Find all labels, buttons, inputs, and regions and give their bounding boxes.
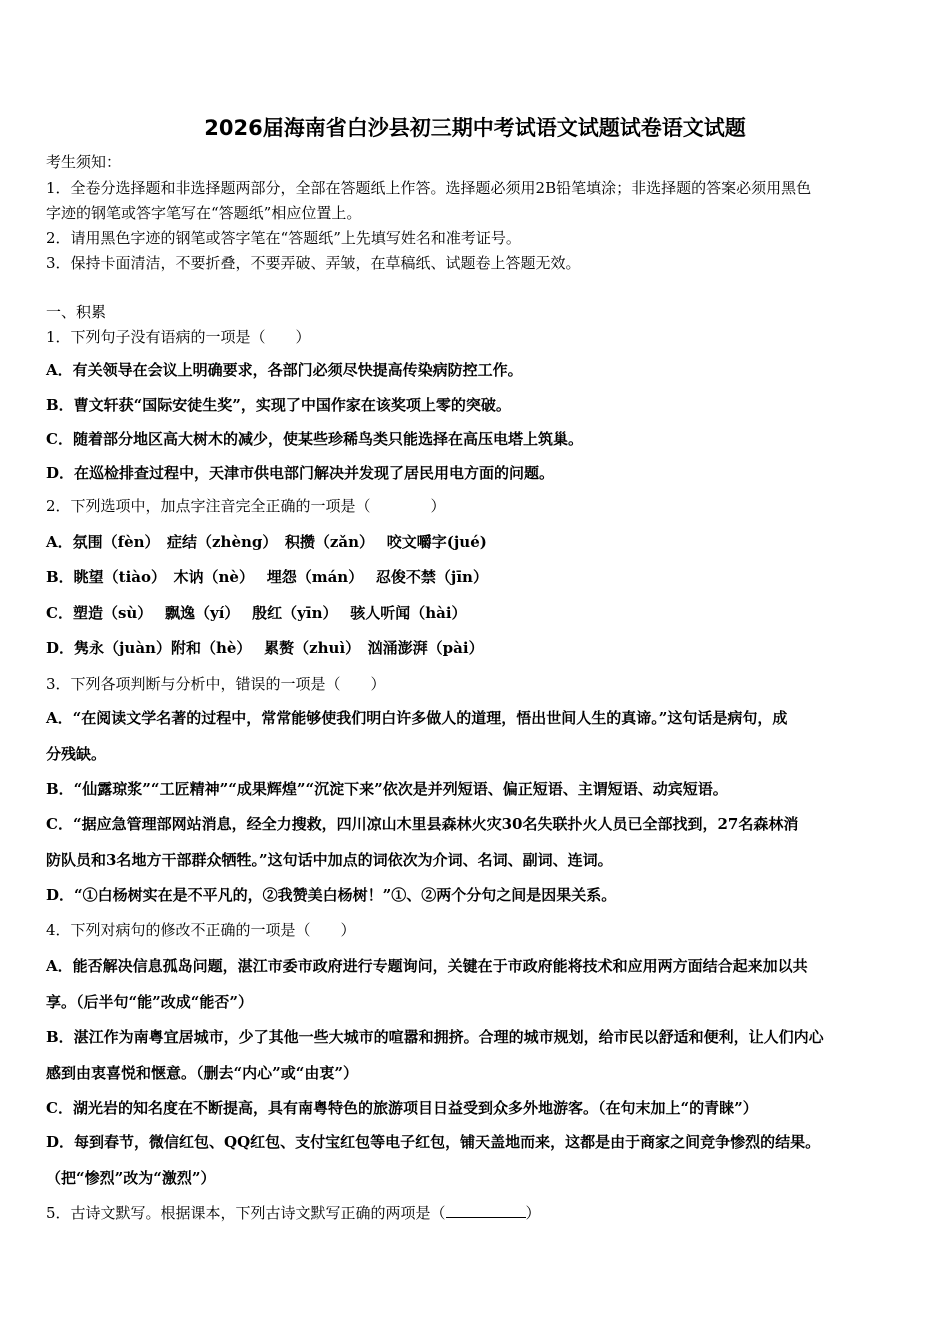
notice-item: 1．全卷分选择题和非选择题两部分，全部在答题纸上作答。选择题必须用2B铅笔填涂；非选择题的答案必须用黑色: [46, 179, 812, 197]
question-option: B．“仙露琼浆”“工匠精神”“成果辉煌”“沉淀下来”依次是并列短语、偏正短语、主谓短语、动宾短语。: [46, 780, 728, 798]
question-option-continued: 享。（后半句“能”改成“能否”）: [46, 993, 254, 1011]
question-option-continued: 分残缺。: [46, 745, 107, 763]
question-option: B．曹文轩获“国际安徒生奖”，实现了中国作家在该奖项上零的突破。: [46, 396, 511, 414]
notice-item: 字迹的钢笔或答字笔写在“答题纸”相应位置上。: [46, 204, 362, 222]
question-option: C．塑造（sù） 飘逸（yí） 殷红（yīn） 骇人听闻（hài）: [46, 604, 467, 622]
notice-item: 3．保持卡面清洁，不要折叠，不要弄破、弄皱，在草稿纸、试题卷上答题无效。: [46, 254, 581, 272]
question-option: C．“据应急管理部网站消息，经全力搜救，四川凉山木里县森林火灾30名失联扑火人员已全部找到，27名森林消: [46, 815, 799, 833]
question-stem-end: ）: [525, 1204, 541, 1222]
question-option: B．眺望（tiào） 木讷（nè） 埋怨（mán） 忍俊不禁（jīn）: [46, 568, 488, 586]
question-option: A．有关领导在会议上明确要求，各部门必须尽快提高传染病防控工作。: [46, 361, 523, 379]
question-option-continued: （把“惨烈”改为“激烈”）: [46, 1169, 216, 1187]
notice-item: 2．请用黑色字迹的钢笔或答字笔在“答题纸”上先填写姓名和准考证号。: [46, 229, 521, 247]
question-option-continued: 防队员和3名地方干部群众牺牲。”这句话中加点的词依次为介词、名词、副词、连词。: [46, 851, 613, 869]
question-option: D．在巡检排查过程中，天津市供电部门解决并发现了居民用电方面的问题。: [46, 464, 555, 482]
section-heading: 一、积累: [46, 303, 107, 321]
document-title: 2026届海南省白沙县初三期中考试语文试题试卷语文试题: [204, 116, 746, 140]
question-stem: 1．下列句子没有语病的一项是（ ）: [46, 328, 311, 346]
question-option: A．氛围（fèn） 症结（zhèng） 积攒（zǎn） 咬文嚼字(jué): [46, 533, 487, 551]
question-option: A．能否解决信息孤岛问题，湛江市委市政府进行专题询问，关键在于市政府能将技术和应用两方面结合起来加以共: [46, 957, 808, 975]
question-option-continued: 感到由衷喜悦和惬意。（删去“内心”或“由衷”）: [46, 1064, 359, 1082]
notice-heading: 考生须知：: [46, 153, 122, 171]
question-option: D．每到春节，微信红包、QQ红包、支付宝红包等电子红包，铺天盖地而来，这都是由于商家之间竞争惨烈的结果。: [46, 1133, 821, 1151]
question-option: C．随着部分地区高大树木的减少，使某些珍稀鸟类只能选择在高压电塔上筑巢。: [46, 430, 583, 448]
question-option: D．“①白杨树实在是不平凡的，②我赞美白杨树！”①、②两个分句之间是因果关系。: [46, 886, 617, 904]
question-option: B．湛江作为南粤宜居城市，少了其他一些大城市的喧嚣和拥挤。合理的城市规划，给市民以舒适和便利，让人们内心: [46, 1028, 824, 1046]
question-option: C．湖光岩的知名度在不断提高，具有南粤特色的旅游项目日益受到众多外地游客。（在句末加上“的青睐”）: [46, 1099, 758, 1117]
question-option: D．隽永（juàn）附和（hè） 累赘（zhuì） 汹涌澎湃（pài）: [46, 639, 484, 657]
answer-blank[interactable]: [446, 1203, 526, 1218]
question-stem: [46, 1203, 911, 1223]
question-stem-text: 5．古诗文默写。根据课本，下列古诗文默写正确的两项是（: [46, 1204, 446, 1222]
question-stem: 4．下列对病句的修改不正确的一项是（ ）: [46, 921, 356, 939]
question-stem: 3．下列各项判断与分析中，错误的一项是（ ）: [46, 675, 386, 693]
question-stem: 2．下列选项中，加点字注音完全正确的一项是（ ）: [46, 497, 446, 515]
question-option: A．“在阅读文学名著的过程中，常常能够使我们明白许多做人的道理，悟出世间人生的真谛。”这句话是病句，成: [46, 709, 788, 727]
